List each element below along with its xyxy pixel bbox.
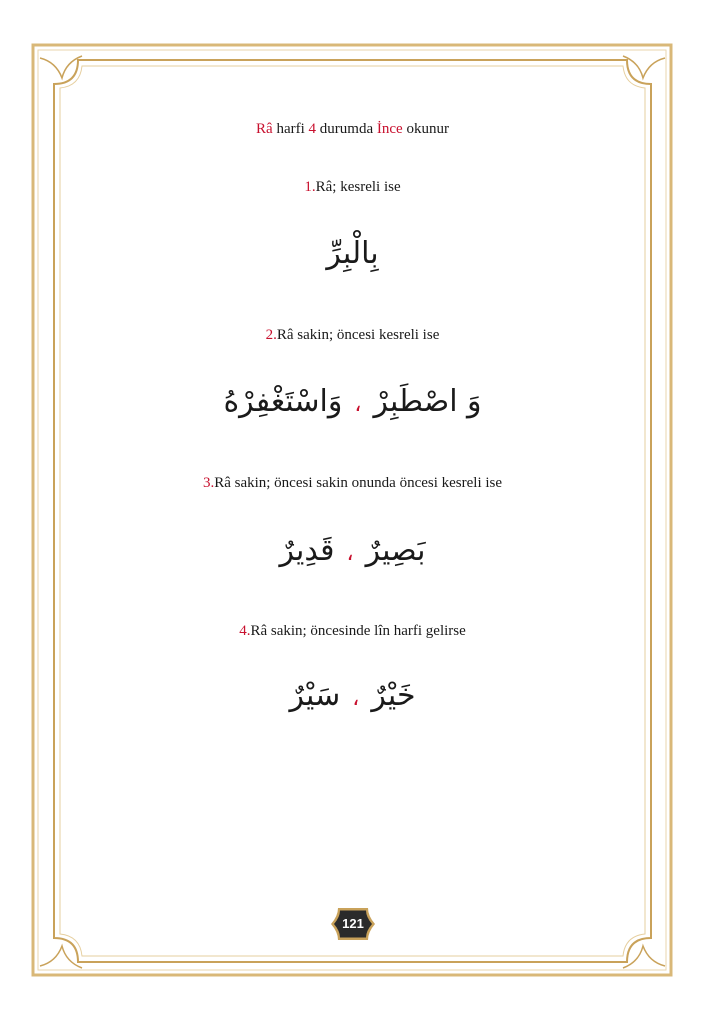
rule-2-number: 2. [265,327,277,343]
rule-3-example-1: بَصِيرٌ [365,533,426,568]
rule-2-examples [60,380,645,427]
heading-ra: Râ [256,121,273,137]
page-number: 121 [342,916,364,931]
heading-text-harfi: harfi [272,121,309,137]
rule-2-separator: ، [354,392,362,417]
rule-3-text: Râ sakin; öncesi sakin onunda öncesi kesreli ise [214,475,503,491]
page-heading [60,119,645,139]
rule-1-number: 1. [304,179,316,195]
heading-text-okunur: okunur [402,121,449,137]
rule-2-example-1: وَ اصْطَبِرْ [373,384,482,419]
rule-4-examples [60,674,645,721]
rule-1-title [60,177,645,197]
rule-4-example-1: خَيْرٌ [371,678,416,713]
heading-count: 4 [308,121,317,137]
rule-4-title [60,621,645,641]
rule-2-title [60,325,645,345]
heading-text-durumda: durumda [316,121,377,137]
rule-2-text: Râ sakin; öncesi kesreli ise [276,327,440,343]
rule-3-title [60,473,645,493]
rule-3-example-2: قَدِيرٌ [279,533,335,568]
rule-4-example-2: سَيْرٌ [289,678,341,713]
rule-1-examples [60,232,645,276]
rule-3-examples [60,529,645,576]
rule-3-number: 3. [202,475,215,491]
rule-3-separator: ، [346,541,354,566]
rule-1-example-1: بِالْبِرِّ [326,236,379,271]
heading-ince: İnce [376,121,403,137]
rule-2-example-2: وَاسْتَغْفِرْهُ [223,384,343,419]
rule-4-number: 4. [239,623,251,639]
rule-1-text: Râ; kesreli ise [315,179,401,195]
rule-4-text: Râ sakin; öncesinde lîn harfi gelirse [250,623,466,639]
page-content [60,0,645,1024]
rule-4-separator: ، [352,686,360,711]
